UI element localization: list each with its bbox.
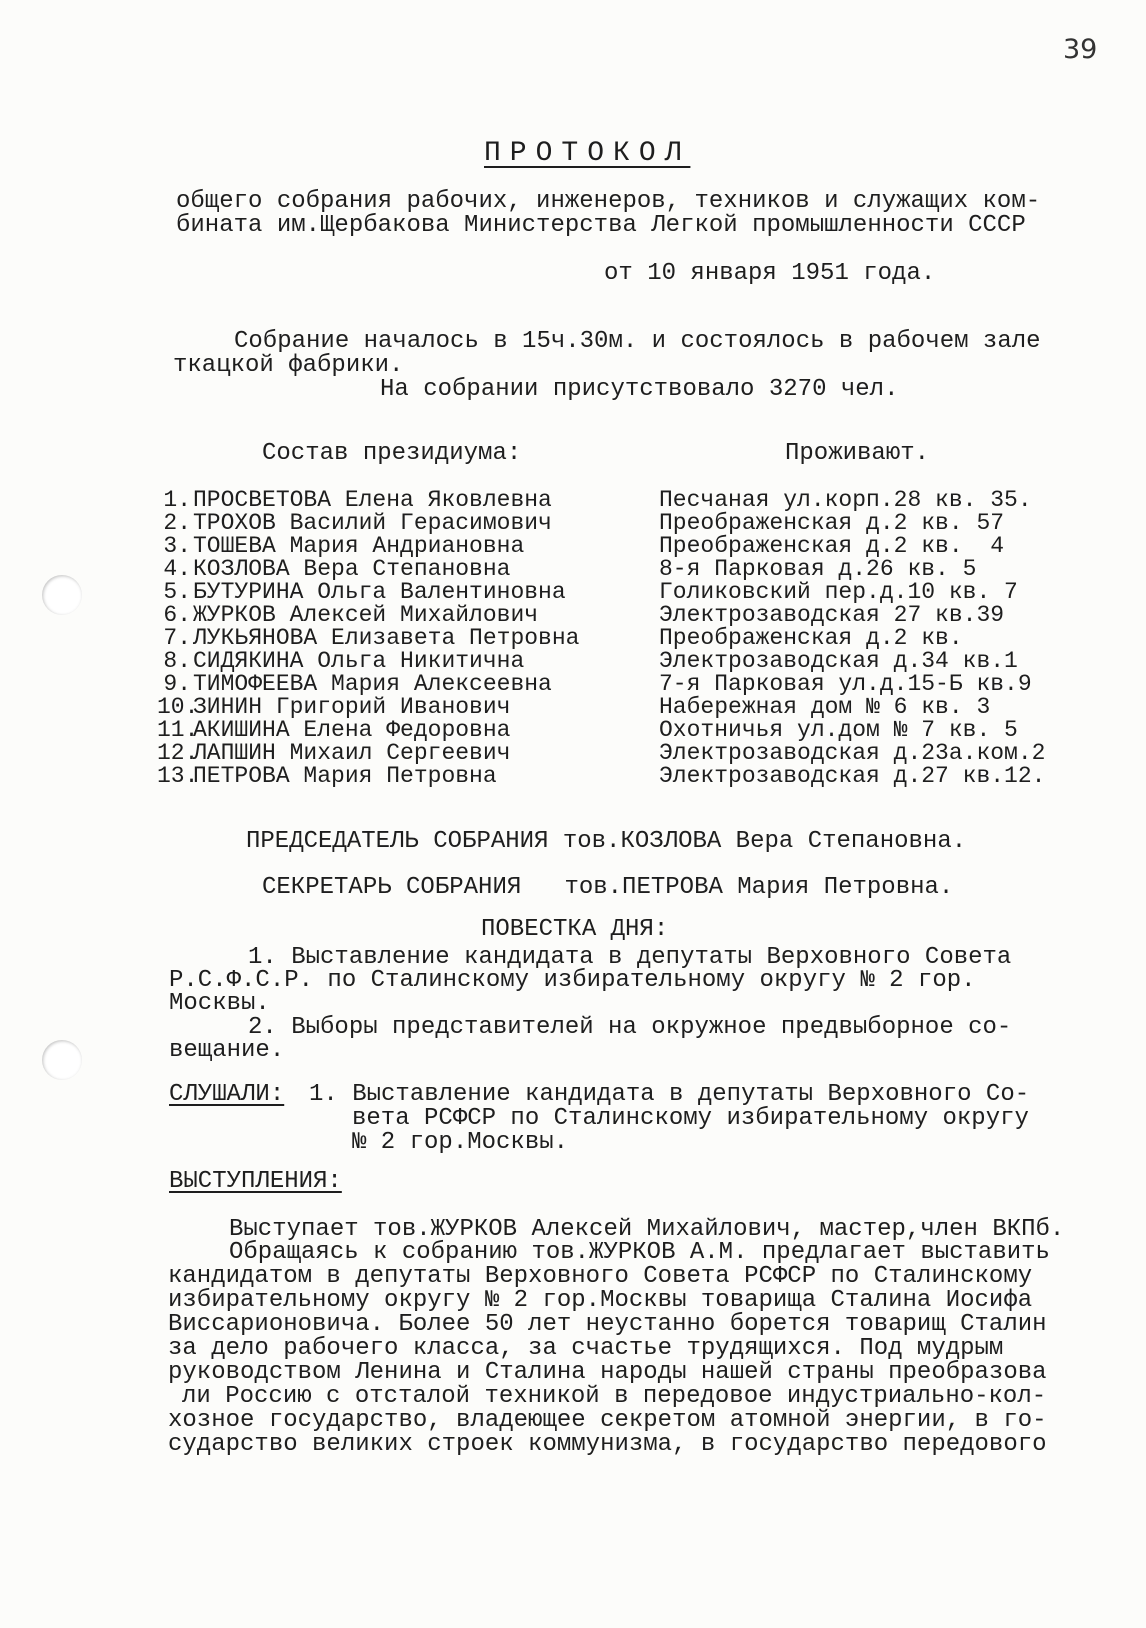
opening-line-1: Собрание началось в 15ч.30м. и состоялось в рабочем зале <box>234 328 1041 355</box>
address-header: Проживают. <box>785 440 930 467</box>
member-address: Электрозаводская д.34 кв.1 <box>659 648 1018 674</box>
presidium-row <box>157 533 1005 559</box>
member-address: Электрозаводская 27 кв.39 <box>659 602 1005 628</box>
presidium-row <box>157 625 963 651</box>
member-name: ТОШЕВА Мария Андриановна <box>193 533 525 559</box>
presidium-row <box>157 717 1018 743</box>
member-name: ПРОСВЕТОВА Елена Яковлевна <box>193 487 552 513</box>
page-number: 39 <box>1063 34 1098 65</box>
row-number: 5. <box>163 579 191 605</box>
agenda-line-1: 1. Выставление кандидата в депутаты Верховного Совета <box>248 944 1012 971</box>
heard-line-1: 1. Выставление кандидата в депутаты Верховного Со- <box>309 1081 1030 1108</box>
member-name: ПЕТРОВА Мария Петровна <box>193 763 497 789</box>
presidium-row <box>157 602 1005 628</box>
row-number: 6. <box>163 602 191 628</box>
member-address: 7-я Парковая ул.д.15-Б кв.9 <box>659 671 1032 697</box>
row-number: 1. <box>163 487 191 513</box>
row-number: 9. <box>163 671 191 697</box>
document-title: ПРОТОКОЛ <box>484 138 691 169</box>
member-address: Преображенская д.2 кв. 57 <box>659 510 1005 536</box>
speech-line-4: избирательному округу № 2 гор.Москвы товарища Сталина Иосифа <box>168 1287 1033 1314</box>
row-number: 7. <box>163 625 191 651</box>
member-address: Электрозаводская д.27 кв.12. <box>659 763 1046 789</box>
presidium-row <box>157 671 1032 697</box>
speech-line-8: ли Россию с отсталой техникой в передовое индустриально-кол- <box>182 1383 1047 1410</box>
presidium-row <box>157 510 1005 536</box>
subtitle-line-1: общего собрания рабочих, инженеров, техников и служащих ком- <box>176 188 1041 215</box>
agenda-line-5: вещание. <box>169 1037 285 1064</box>
member-address: Электрозаводская д.23а.ком.2 <box>659 740 1046 766</box>
subtitle-line-2: бината им.Щербакова Министерства Легкой промышленности СССР <box>176 212 1026 239</box>
opening-line-2: ткацкой фабрики. <box>173 352 404 379</box>
member-name: КОЗЛОВА Вера Степановна <box>193 556 511 582</box>
heard-label: СЛУШАЛИ: <box>169 1081 285 1108</box>
presidium-header: Состав президиума: <box>262 440 522 467</box>
presidium-row <box>157 487 1032 513</box>
punch-hole-top <box>42 575 82 615</box>
presidium-row <box>157 740 1046 766</box>
member-address: Песчаная ул.корп.28 кв. 35. <box>659 487 1032 513</box>
presidium-row <box>157 579 1018 605</box>
speeches-label: ВЫСТУПЛЕНИЯ: <box>169 1168 342 1195</box>
member-address: Преображенская д.2 кв. 4 <box>659 533 1005 559</box>
presidium-row <box>157 556 977 582</box>
speech-line-10: сударство великих строек коммунизма, в государство передового <box>168 1431 1047 1458</box>
attendance-line: На собрании присутствовало 3270 чел. <box>380 376 899 403</box>
row-number: 2. <box>163 510 191 536</box>
member-address: Набережная дом № 6 кв. 3 <box>659 694 991 720</box>
secretary-line: СЕКРЕТАРЬ СОБРАНИЯ тов.ПЕТРОВА Мария Петровна. <box>262 874 954 901</box>
presidium-row <box>157 694 991 720</box>
member-name: ТРОХОВ Василий Герасимович <box>193 510 552 536</box>
row-number: 4. <box>163 556 191 582</box>
agenda-line-3: Москвы. <box>169 990 270 1017</box>
member-name: АКИШИНА Елена Федоровна <box>193 717 511 743</box>
member-name: ТИМОФЕЕВА Мария Алексеевна <box>193 671 552 697</box>
row-number: 13. <box>157 763 199 789</box>
speech-line-7: руководством Ленина и Сталина народы нашей страны преобразова <box>168 1359 1047 1386</box>
agenda-line-2: Р.С.Ф.С.Р. по Сталинскому избирательному округу № 2 гор. <box>169 967 976 994</box>
member-name: ЛУКЬЯНОВА Елизавета Петровна <box>193 625 580 651</box>
row-number: 8. <box>163 648 191 674</box>
member-name: БУТУРИНА Ольга Валентиновна <box>193 579 566 605</box>
member-address: Преображенская д.2 кв. <box>659 625 963 651</box>
agenda-line-4: 2. Выборы представителей на окружное предвыборное со- <box>248 1014 1012 1041</box>
member-name: СИДЯКИНА Ольга Никитична <box>193 648 525 674</box>
speech-line-3: кандидатом в депутаты Верховного Совета РСФСР по Сталинскому <box>168 1263 1033 1290</box>
member-name: ЗИНИН Григорий Иванович <box>193 694 511 720</box>
presidium-row <box>157 648 1018 674</box>
member-address: Голиковский пер.д.10 кв. 7 <box>659 579 1018 605</box>
date-line: от 10 января 1951 года. <box>604 260 936 287</box>
row-number: 10. <box>157 694 199 720</box>
member-name: ЛАПШИН Михаил Сергеевич <box>193 740 511 766</box>
row-number: 11. <box>157 717 199 743</box>
member-name: ЖУРКОВ Алексей Михайлович <box>193 602 539 628</box>
row-number: 3. <box>163 533 191 559</box>
agenda-header: ПОВЕСТКА ДНЯ: <box>481 916 669 943</box>
row-number: 12. <box>157 740 199 766</box>
chairman-line: ПРЕДСЕДАТЕЛЬ СОБРАНИЯ тов.КОЗЛОВА Вера Степановна. <box>246 828 967 855</box>
heard-line-3: № 2 гор.Москвы. <box>352 1129 569 1156</box>
speech-line-5: Виссарионовича. Более 50 лет неустанно борется товарищ Сталин <box>168 1311 1047 1338</box>
member-address: Охотничья ул.дом № 7 кв. 5 <box>659 717 1018 743</box>
presidium-row <box>157 763 1046 789</box>
speech-line-2: Обращаясь к собранию тов.ЖУРКОВ А.М. предлагает выставить <box>229 1239 1050 1266</box>
member-address: 8-я Парковая д.26 кв. 5 <box>659 556 977 582</box>
speech-line-9: хозное государство, владеющее секретом атомной энергии, в го- <box>168 1407 1047 1434</box>
speech-line-6: за дело рабочего класса, за счастье трудящихся. Под мудрым <box>168 1335 1004 1362</box>
speech-line-1: Выступает тов.ЖУРКОВ Алексей Михайлович, мастер,член ВКПб. <box>229 1216 1065 1243</box>
punch-hole-bottom <box>42 1040 82 1080</box>
heard-line-2: вета РСФСР по Сталинскому избирательному округу <box>352 1105 1029 1132</box>
